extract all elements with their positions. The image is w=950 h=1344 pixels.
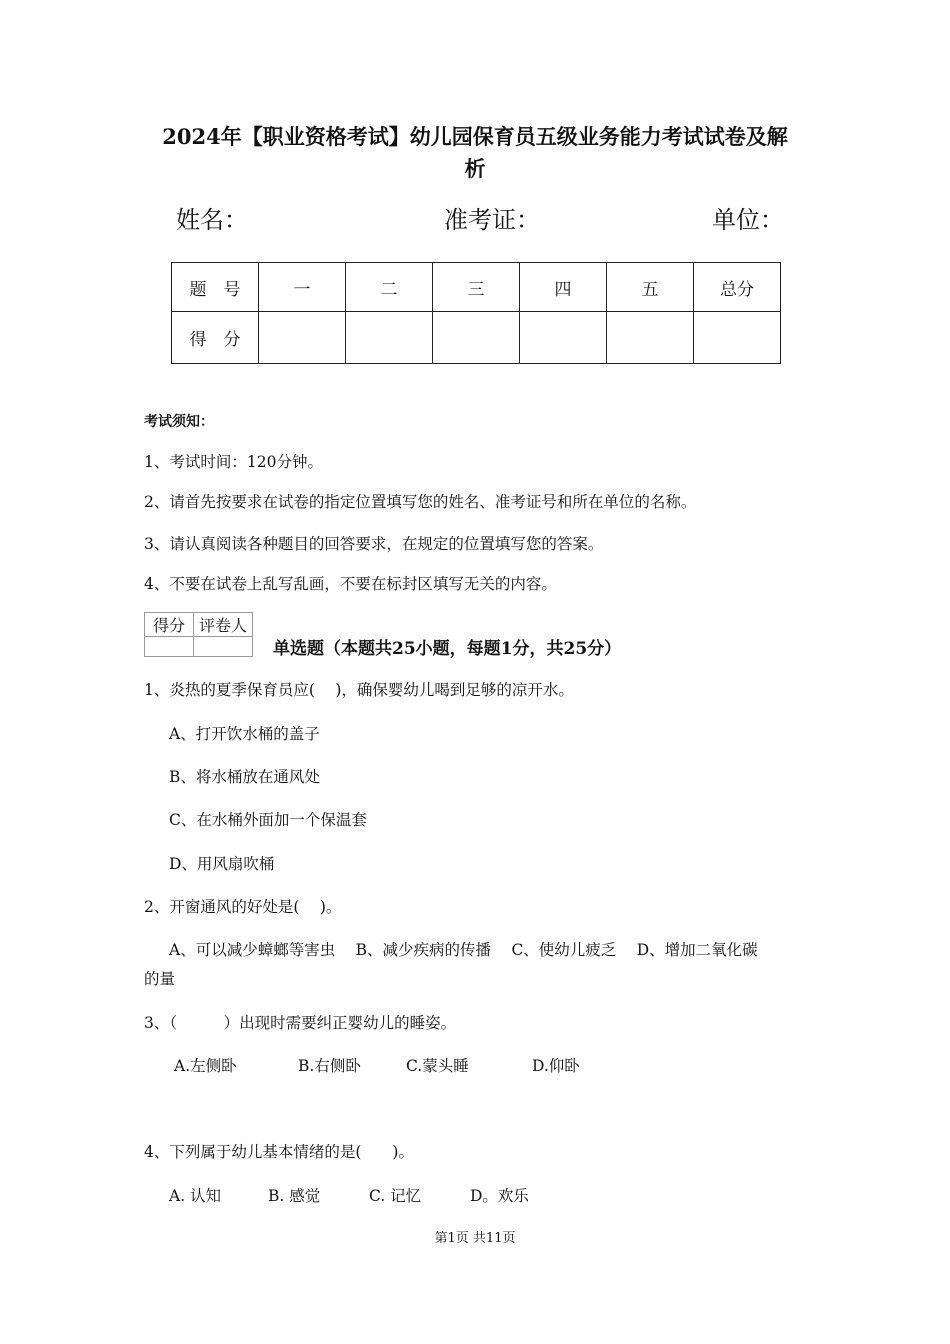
notice-item: 3、请认真阅读各种题目的回答要求，在规定的位置填写您的答案。 bbox=[144, 535, 604, 553]
question-2-options: A、可以减少蟑螂等害虫 B、减少疾病的传播 C、使幼儿疲乏 D、增加二氧化碳 bbox=[169, 941, 758, 959]
score-header-cell: 三 bbox=[433, 263, 520, 312]
question-1-option-d: D、用风扇吹桶 bbox=[169, 855, 275, 873]
score-row-label: 得 分 bbox=[172, 312, 259, 364]
question-1-option-b: B、将水桶放在通风处 bbox=[169, 768, 320, 786]
section-title: 单选题（本题共25小题，每题1分，共25分） bbox=[273, 639, 622, 659]
score-table-score-row bbox=[172, 312, 781, 364]
score-cell[interactable] bbox=[520, 312, 607, 364]
unit-field-label: 单位： bbox=[712, 206, 784, 234]
question-4-option-d: D。欢乐 bbox=[470, 1187, 529, 1205]
score-header-cell: 五 bbox=[607, 263, 694, 312]
score-cell[interactable] bbox=[694, 312, 781, 364]
score-header-cell: 总分 bbox=[694, 263, 781, 312]
score-header-cell: 一 bbox=[259, 263, 346, 312]
document-title-line2: 析 bbox=[464, 156, 486, 181]
score-cell[interactable] bbox=[259, 312, 346, 364]
grader-box bbox=[144, 612, 253, 657]
score-table bbox=[171, 262, 781, 364]
question-2-stem: 2、开窗通风的好处是( )。 bbox=[144, 898, 342, 916]
name-field-label: 姓名： bbox=[176, 206, 248, 234]
notice-heading: 考试须知： bbox=[144, 414, 214, 430]
question-3-option-b: B.右侧卧 bbox=[298, 1057, 361, 1075]
question-3-option-a: A.左侧卧 bbox=[174, 1057, 237, 1075]
score-cell[interactable] bbox=[433, 312, 520, 364]
score-cell[interactable] bbox=[607, 312, 694, 364]
question-3-option-c: C.蒙头睡 bbox=[406, 1057, 469, 1075]
score-header-cell: 题 号 bbox=[172, 263, 259, 312]
question-1-option-a: A、打开饮水桶的盖子 bbox=[169, 725, 320, 743]
question-3-option-d: D.仰卧 bbox=[532, 1057, 580, 1075]
exam-number-field-label: 准考证： bbox=[444, 206, 540, 234]
grader-score-cell[interactable] bbox=[145, 637, 194, 657]
notice-item: 2、请首先按要求在试卷的指定位置填写您的姓名、准考证号和所在单位的名称。 bbox=[144, 493, 697, 511]
question-4-option-c: C. 记忆 bbox=[369, 1187, 422, 1205]
notice-item: 4、不要在试卷上乱写乱画，不要在标封区填写无关的内容。 bbox=[144, 575, 557, 593]
grader-name-cell[interactable] bbox=[194, 637, 253, 657]
question-3-stem: 3、（ ）出现时需要纠正婴幼儿的睡姿。 bbox=[144, 1014, 457, 1032]
score-table-header-row bbox=[172, 263, 781, 312]
question-1-stem: 1、炎热的夏季保育员应( )，确保婴幼儿喝到足够的凉开水。 bbox=[144, 681, 574, 699]
score-cell[interactable] bbox=[346, 312, 433, 364]
question-1-option-c: C、在水桶外面加一个保温套 bbox=[169, 811, 367, 829]
page-footer: 第1页 共11页 bbox=[434, 1231, 516, 1246]
score-header-cell: 四 bbox=[520, 263, 607, 312]
question-4-stem: 4、下列属于幼儿基本情绪的是( )。 bbox=[144, 1143, 414, 1161]
grader-name-label: 评卷人 bbox=[194, 613, 253, 637]
score-header-cell: 二 bbox=[346, 263, 433, 312]
question-2-options-wrap: 的量 bbox=[144, 970, 176, 988]
document-title-line1: 2024年【职业资格考试】幼儿园保育员五级业务能力考试试卷及解 bbox=[162, 124, 788, 149]
question-4-option-a: A. 认知 bbox=[169, 1187, 222, 1205]
grader-score-label: 得分 bbox=[145, 613, 194, 637]
notice-item: 1、考试时间：120分钟。 bbox=[144, 453, 323, 471]
question-4-option-b: B. 感觉 bbox=[268, 1187, 321, 1205]
